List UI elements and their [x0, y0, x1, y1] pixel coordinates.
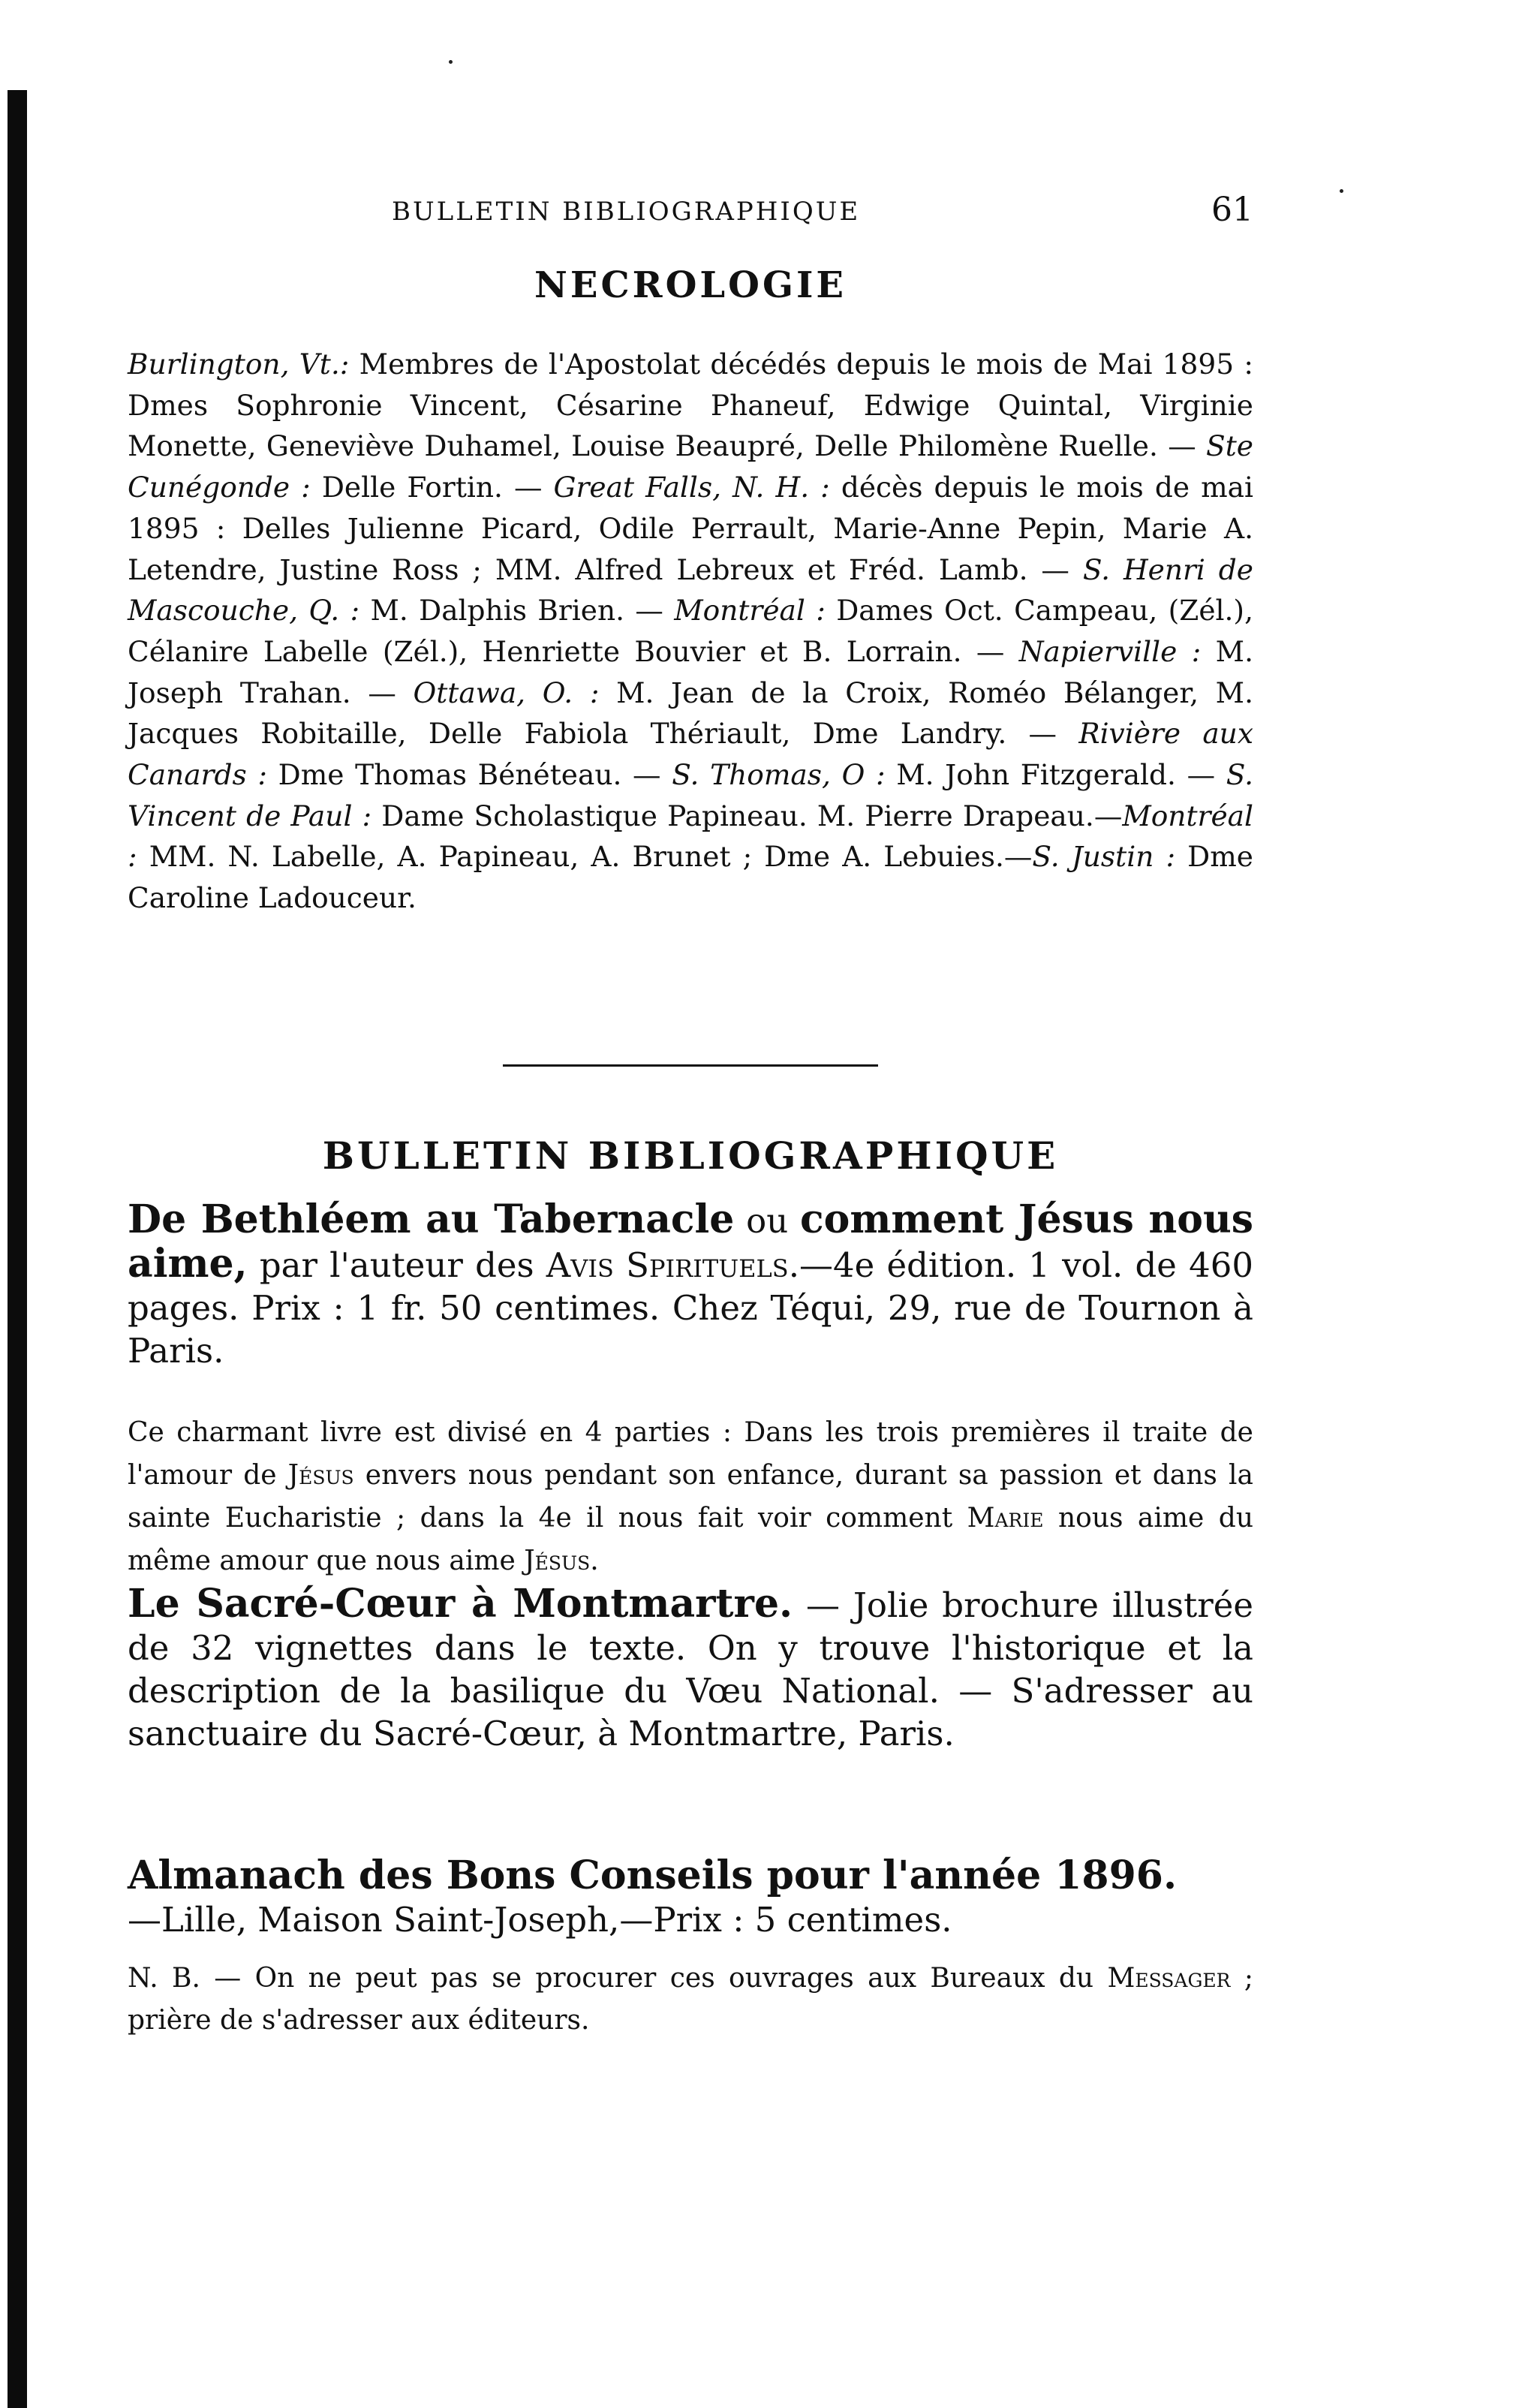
place-name: S. Justin : [1032, 840, 1176, 874]
note-text: . [590, 1546, 599, 1576]
book-note-bethleem [128, 1411, 1253, 1582]
book-entry-bethleem [128, 1198, 1253, 1372]
place-name: S. Thomas, O : [672, 758, 886, 792]
note-smallcaps: Marie [967, 1503, 1044, 1534]
note-text: envers nous pendant son enfance, durant sa passion et dans la sainte Eucharistie ; dans la 4e il nous fait voir comment [128, 1460, 1253, 1534]
necrologie-text: décès depuis le mois de mai 1895 : Delles Julienne Picard, Odile Perrault, Marie-Anne Pepin, Marie A. Letendre, Justine Ross ; MM. Alfred Lebreux et Fréd. Lamb. — [128, 471, 1253, 586]
book-text: ou [734, 1201, 800, 1241]
necrologie-text: Delle Fortin. — [310, 471, 554, 504]
necrologie-text: M. Jean de la Croix, Roméo Bélanger, M. Jacques Robitaille, Delle Fabiola Thériault, Dme Landry. — [128, 676, 1254, 751]
place-name: Burlington, Vt.: [128, 348, 350, 381]
section-divider [503, 1064, 878, 1067]
necrologie-text: Dames Oct. Campeau, (Zél.), Célanire Labelle (Zél.), Henriette Bouvier et B. Lorrain. — [128, 594, 1253, 668]
book-entry-montmartre [128, 1582, 1253, 1755]
book-title: De Bethléem au Tabernacle [128, 1196, 735, 1242]
book-text: — Jolie brochure illustrée de 32 vignettes dans le texte. On y trouve l'historique et la description de la basilique du Vœu National. — S'adresser au sanctuaire du Sacré-Cœur, à Montmartre, Paris. [128, 1585, 1253, 1753]
book-text: —Lille, Maison Saint-Joseph,—Prix : 5 centimes. [128, 1900, 952, 1940]
place-name: Napierville : [1018, 634, 1202, 668]
book-entry-almanach [128, 1854, 1253, 1941]
speck [1340, 189, 1343, 193]
note-text: Ce charmant livre est divisé en 4 parties : Dans les trois premières il traite de l'amour de [128, 1417, 1253, 1491]
author-name: Avis Spirituels [546, 1245, 789, 1285]
note-smallcaps: Jésus [524, 1546, 591, 1576]
book-text: .—4e édition. 1 vol. de 460 pages. Prix : 1 fr. 50 centimes. Chez Téqui, 29, rue de Tournon à Paris. [128, 1245, 1253, 1371]
place-name: Montréal : [128, 799, 1253, 874]
running-header [128, 191, 1253, 242]
nb-text: N. B. — On ne peut pas se procurer ces ouvrages aux Bureaux du [128, 1963, 1108, 1994]
page-number: 61 [1211, 191, 1253, 229]
place-name: Ottawa, O. : [413, 676, 600, 709]
necrologie-text: M. John Fitzgerald. — [885, 758, 1226, 792]
place-name: S. Vincent de Paul : [128, 758, 1254, 832]
speck [449, 60, 453, 64]
necrologie-text: M. Joseph Trahan. — [128, 634, 1253, 709]
note-smallcaps: Jésus [287, 1460, 354, 1491]
nb-text: ; prière de s'adresser aux éditeurs. [128, 1963, 1253, 2036]
necrologie-text: Dme Caroline Ladouceur. [128, 840, 1253, 915]
place-name: S. Henri de Mascouche, Q. : [128, 552, 1253, 628]
necrologie-text: M. Dalphis Brien. — [359, 594, 675, 628]
necrologie-body [128, 344, 1253, 919]
necrologie-text: Membres de l'Apostolat décédés depuis le mois de Mai 1895 : Dmes Sophronie Vincent, Césarine Phaneuf, Edwige Quintal, Virginie Monette, Geneviève Duhamel, Louise Beaupré, Delle Philomène Ruelle. — [128, 348, 1253, 463]
necrologie-text: Dme Thomas Bénéteau. — [267, 758, 672, 792]
nb-smallcaps: Messager [1107, 1963, 1231, 1994]
book-title: Le Sacré-Cœur à Montmartre. [128, 1581, 793, 1627]
book-text: par l'auteur des [247, 1245, 546, 1285]
running-head: BULLETIN BIBLIOGRAPHIQUE [392, 197, 861, 227]
book-title: comment Jésus nous aime, [128, 1196, 1254, 1287]
place-name: Great Falls, N. H. : [553, 471, 830, 504]
necrologie-text: MM. N. Labelle, A. Papineau, A. Brunet ; Dme A. Lebuies.— [137, 840, 1033, 874]
book-title: Almanach des Bons Conseils pour l'année 1896. [128, 1853, 1178, 1898]
place-name: Rivière aux Canards : [128, 717, 1253, 792]
nota-bene [128, 1958, 1253, 2042]
place-name: Montréal : [674, 594, 826, 628]
note-text: nous aime du même amour que nous aime [128, 1503, 1254, 1576]
book-spine-edge [8, 90, 27, 2408]
bulletin-title: BULLETIN BIBLIOGRAPHIQUE [322, 1133, 1059, 1178]
place-name: Ste Cunégonde : [128, 429, 1253, 504]
necrologie-text: Dame Scholastique Papineau. M. Pierre Drapeau.— [371, 799, 1123, 832]
necrologie-title: NECROLOGIE [534, 264, 847, 306]
